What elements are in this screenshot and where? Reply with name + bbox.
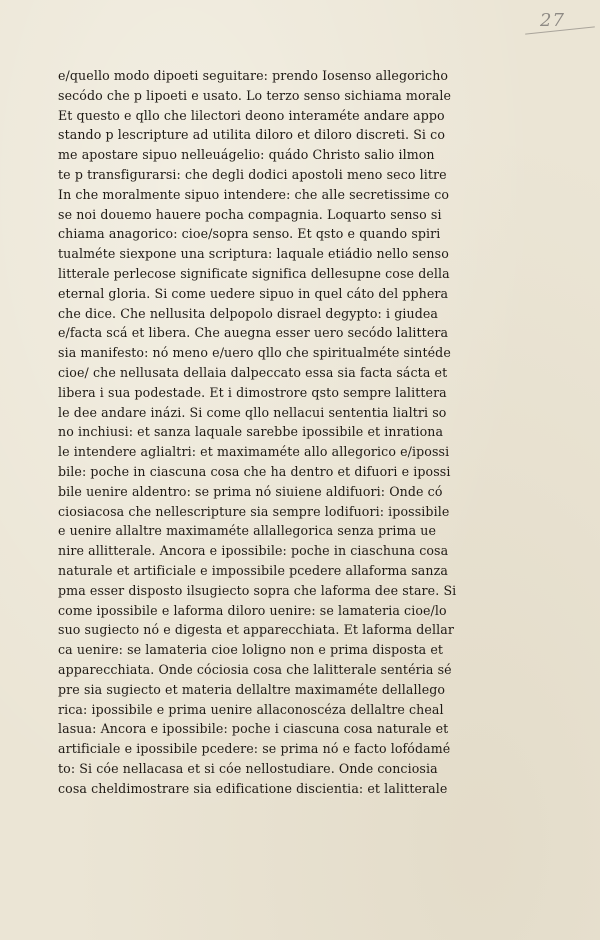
text-line: sia manifesto: nó meno e/uero qllo che spiritualméte sintéde bbox=[58, 345, 451, 361]
text-line: bile uenire aldentro: se prima nó siuiene aldifuori: Onde có bbox=[58, 483, 443, 499]
text-line: Et questo e qllo che lilectori deono interaméte andare appo bbox=[58, 107, 445, 123]
text-line: secódo che p lipoeti e usato. Lo terzo senso sichiama morale bbox=[58, 87, 452, 103]
text-line: apparecchiata. Onde cóciosia cosa che lalitterale sentéria sé bbox=[58, 661, 452, 677]
text-line: pma esser disposto ilsugiecto sopra che laforma dee stare. Si bbox=[58, 582, 457, 598]
text-line: ciosiacosa che nellescripture sia sempre lodifuori: ipossibile bbox=[58, 503, 450, 519]
text-line: libera i sua podestade. Et i dimostrore qsto sempre lalittera bbox=[58, 384, 447, 400]
text-line: to: Si cóe nellacasa et si cóe nellostudiare. Onde conciosia bbox=[58, 760, 438, 776]
text-line: e/quello modo dipoeti seguitare: prendo Iosenso allegoricho bbox=[58, 68, 449, 83]
text-line: artificiale e ipossibile pcedere: se prima nó e facto lofódamé bbox=[58, 741, 451, 757]
text-line: me apostare sipuo nelleuágelio: quádo Christo salio ilmon bbox=[58, 147, 435, 163]
text-line: tualméte siexpone una scriptura: laquale etiádio nello senso bbox=[58, 246, 449, 262]
text-line: litterale perlecose significate significa dellesupne cose della bbox=[58, 265, 450, 281]
text-line: cosa cheldimostrare sia edificatione discientia: et lalitterale bbox=[58, 780, 448, 796]
text-line: lasua: Ancora e ipossibile: poche i ciascuna cosa naturale et bbox=[58, 721, 449, 737]
text-line: le intendere aglialtri: et maximaméte allo allegorico e/ipossi bbox=[58, 444, 450, 460]
text-line: pre sia sugiecto et materia dellaltre maximaméte dellallego bbox=[58, 681, 446, 697]
text-line: e uenire allaltre maximaméte allallegorica senza prima ue bbox=[58, 523, 437, 539]
text-line: chiama anagorico: cioe/sopra senso. Et qsto e quando spiri bbox=[58, 226, 441, 242]
text-line: che dice. Che nellusita delpopolo disrael degypto: i giudea bbox=[58, 305, 439, 321]
text-line: nire allitterale. Ancora e ipossibile: poche in ciaschuna cosa bbox=[58, 543, 449, 559]
text-line: se noi douemo hauere pocha compagnia. Loquarto senso si bbox=[58, 206, 442, 222]
folio-number: 27 bbox=[540, 10, 565, 31]
text-line: In che moralmente sipuo intendere: che alle secretissime co bbox=[58, 186, 450, 202]
text-line: come ipossibile e laforma diloro uenire: se lamateria cioe/lo bbox=[58, 602, 447, 618]
text-line: bile: poche in ciascuna cosa che ha dentro et difuori e ipossi bbox=[58, 463, 451, 479]
text-line: ca uenire: se lamateria cioe loligno non e prima disposta et bbox=[58, 642, 444, 658]
text-line: e/facta scá et libera. Che auegna esser uero secódo lalittera bbox=[58, 325, 449, 341]
text-line: suo sugiecto nó e digesta et apparecchiata. Et laforma dellar bbox=[58, 622, 454, 638]
text-line: le dee andare inázi. Si come qllo nellacui sententia lialtri so bbox=[58, 404, 447, 420]
text-line: no inchiusi: et sanza laquale sarebbe ipossibile et inrationa bbox=[58, 424, 444, 440]
text-line: te p transfigurarsi: che degli dodici apostoli meno seco litre bbox=[58, 166, 447, 182]
text-line: rica: ipossibile e prima uenire allaconoscéza dellaltre cheal bbox=[58, 701, 444, 717]
text-block bbox=[58, 66, 458, 798]
text-line: eternal gloria. Si come uedere sipuo in quel cáto del pphera bbox=[58, 285, 449, 301]
text-line: naturale et artificiale e impossibile pcedere allaforma sanza bbox=[58, 562, 448, 578]
text-line: cioe/ che nellusata dellaia dalpeccato essa sia facta sácta et bbox=[58, 364, 448, 380]
text-line: stando p lescripture ad utilita diloro et diloro discreti. Si co bbox=[58, 127, 446, 143]
